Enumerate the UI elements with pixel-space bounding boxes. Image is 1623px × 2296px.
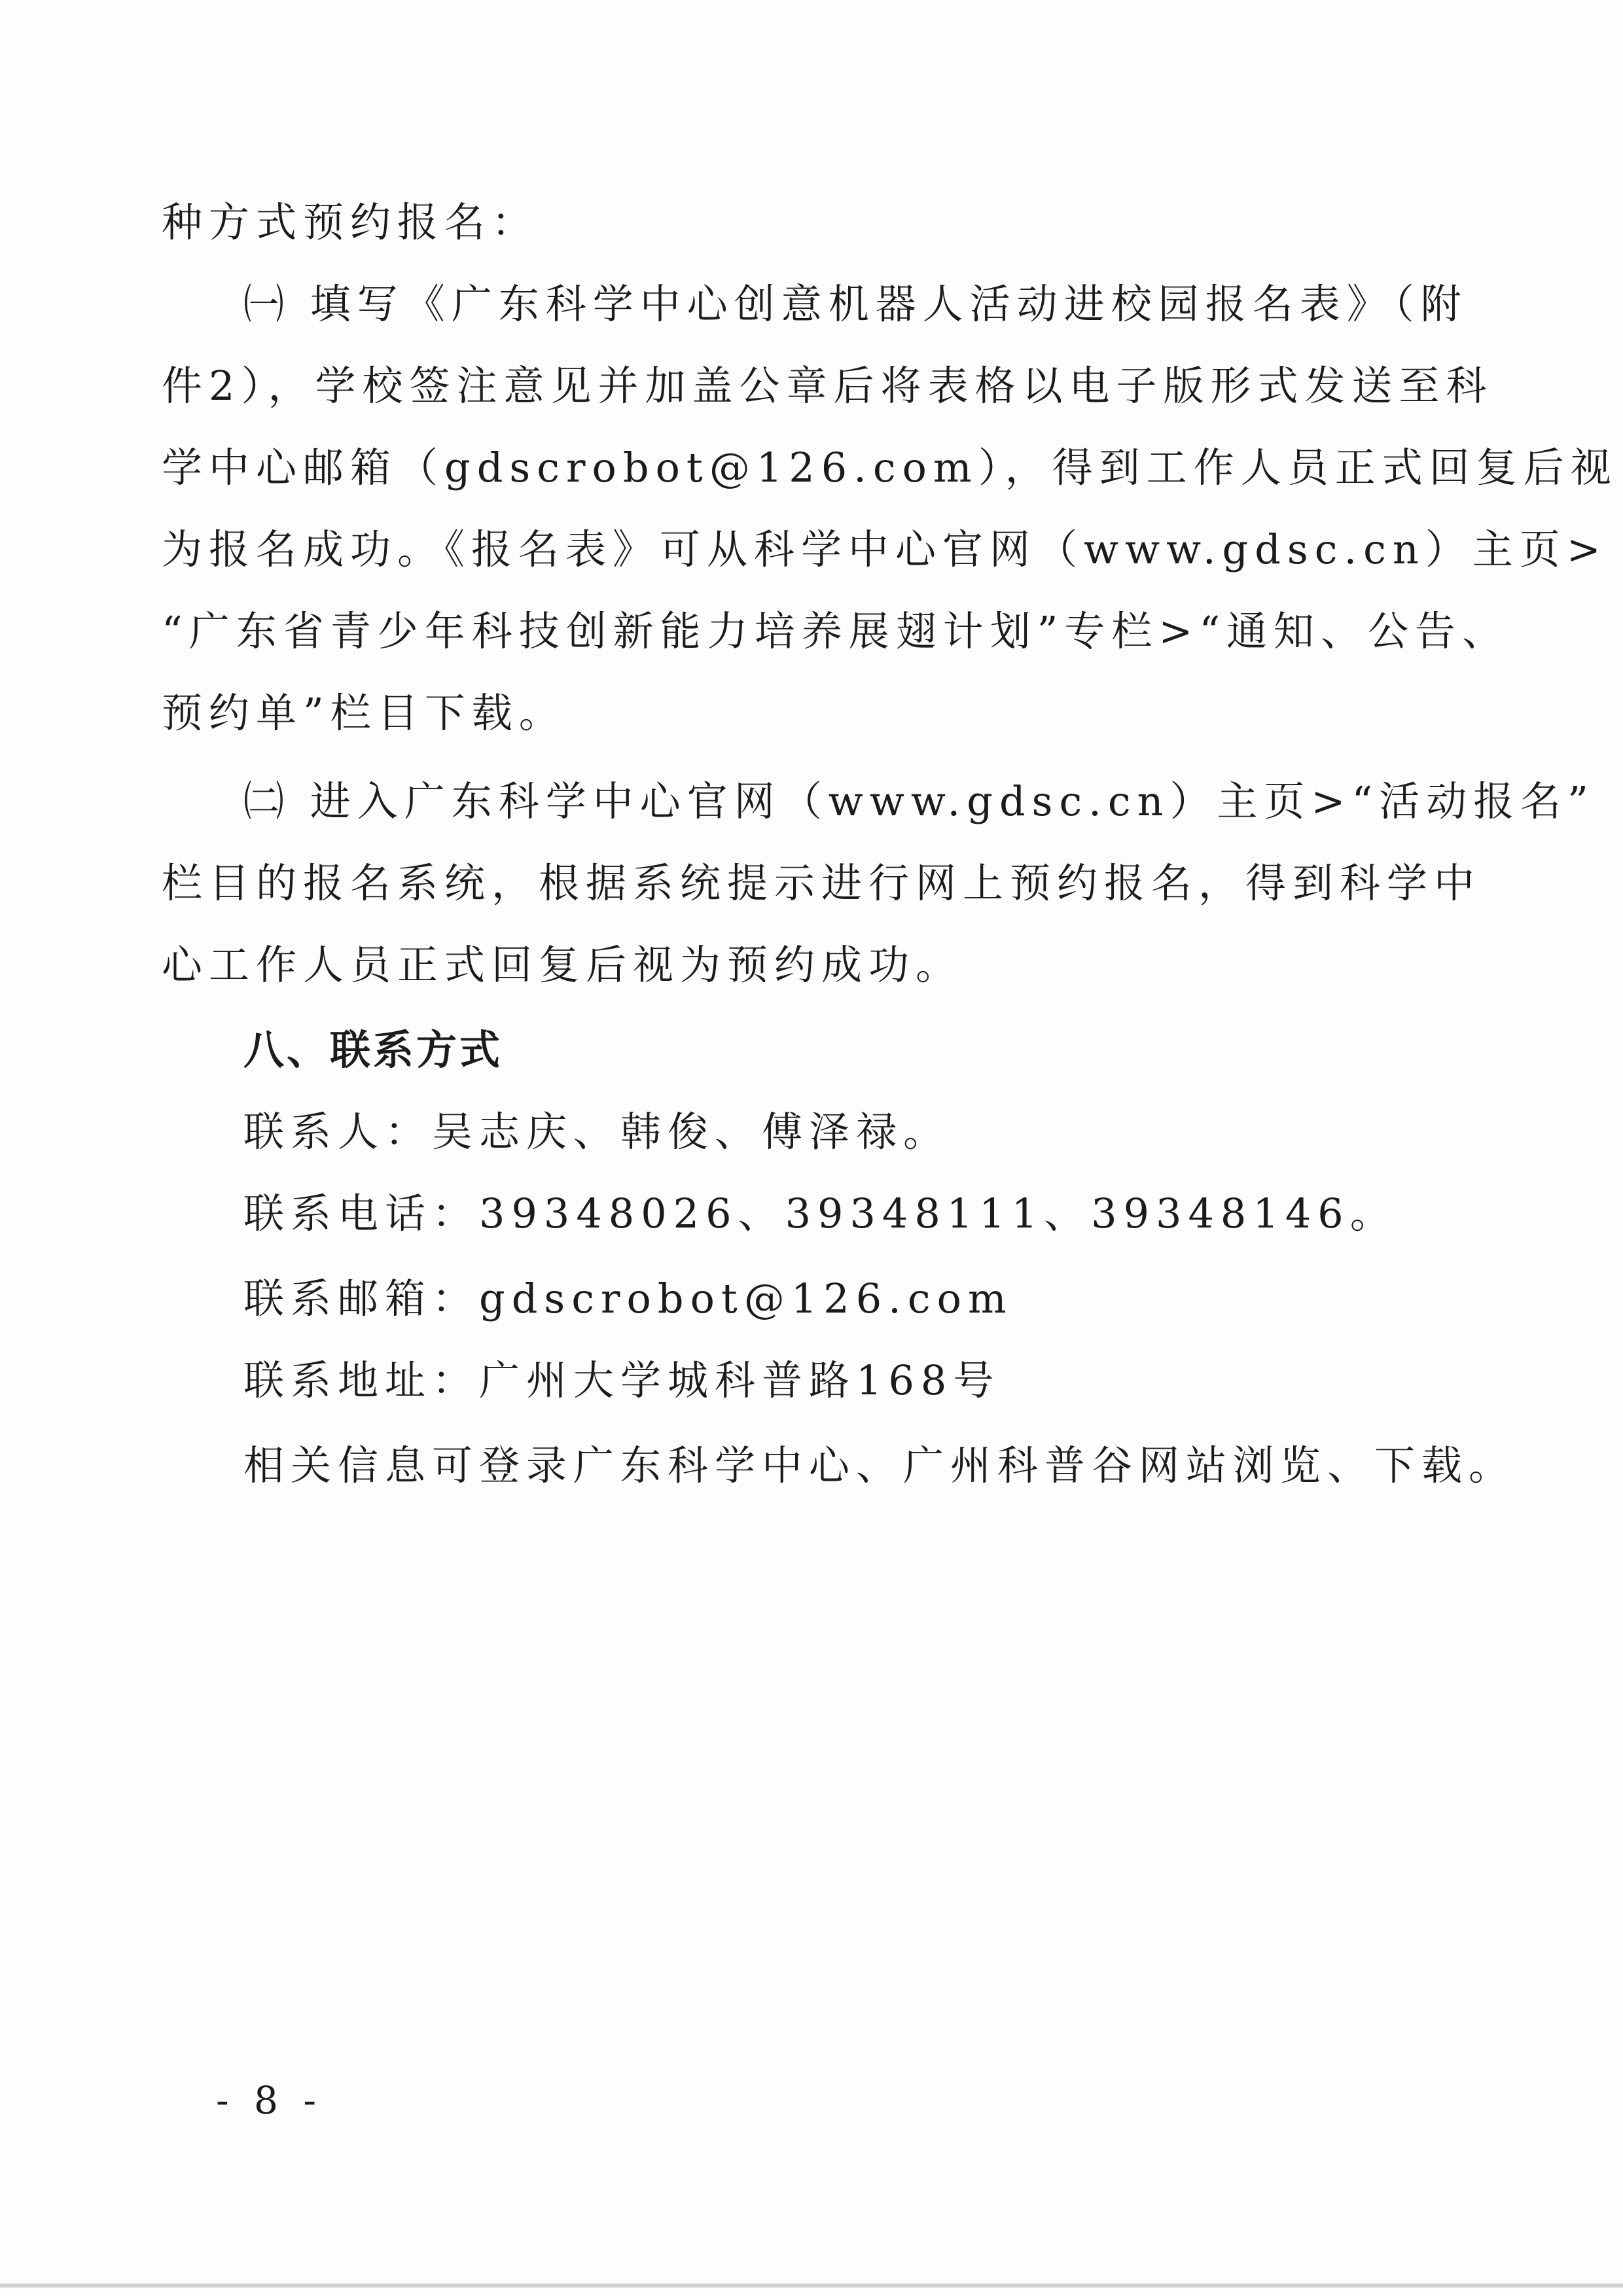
paragraph-line: 学中心邮箱（gdscrobot@126.com），得到工作人员正式回复后视: [162, 444, 1618, 491]
related-info: 相关信息可登录广东科学中心、广州科普谷网站浏览、下载。: [243, 1441, 1516, 1489]
contact-person: 联系人：吴志庆、韩俊、傅泽禄。: [243, 1108, 951, 1156]
paragraph-line: 心工作人员正式回复后视为预约成功。: [162, 941, 963, 989]
section-heading: 八、联系方式: [243, 1026, 503, 1074]
paragraph-line: 栏目的报名系统，根据系统提示进行网上预约报名，得到科学中: [162, 859, 1482, 907]
paragraph-line: “广东省青少年科技创新能力培养展翅计划”专栏>“通知、公告、: [162, 607, 1510, 655]
contact-phone: 联系电话：39348026、39348111、39348146。: [243, 1190, 1397, 1237]
page-number: - 8 -: [216, 2078, 323, 2123]
paragraph-line: 为报名成功。《报名表》可从科学中心官网（www.gdsc.cn）主页>: [162, 525, 1607, 573]
contact-address: 联系地址：广州大学城科普路168号: [243, 1356, 1001, 1404]
paragraph-line: 种方式预约报名：: [162, 198, 539, 246]
paragraph-line: 件2），学校签注意见并加盖公章后将表格以电子版形式发送至科: [162, 362, 1493, 410]
contact-email: 联系邮箱：gdscrobot@126.com: [243, 1275, 1013, 1322]
paragraph-line: ㈡ 进入广东科学中心官网（www.gdsc.cn）主页>“活动报名”: [243, 777, 1595, 825]
scan-bottom-edge: [0, 2284, 1623, 2287]
paragraph-line: 预约单”栏目下载。: [162, 689, 566, 737]
paragraph-line: ㈠ 填写《广东科学中心创意机器人活动进校园报名表》（附: [243, 280, 1468, 328]
